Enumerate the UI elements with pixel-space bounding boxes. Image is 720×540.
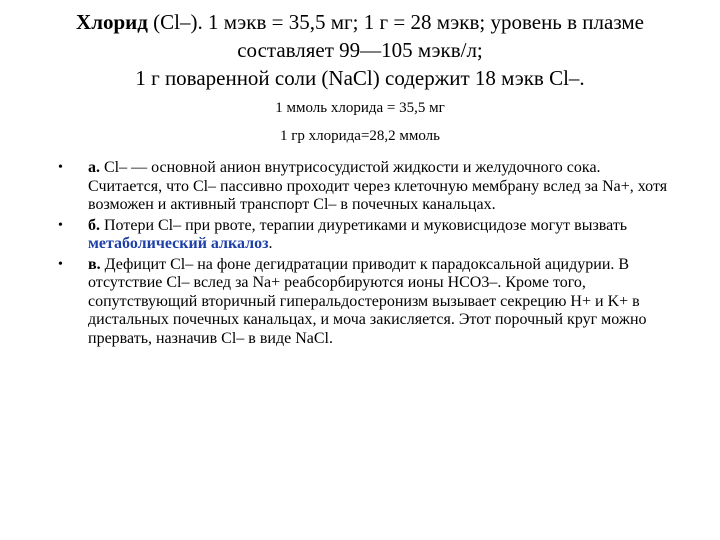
- item-letter: а.: [88, 159, 100, 176]
- list-item: [58, 217, 668, 254]
- bullet-marker: •: [58, 160, 63, 175]
- title-line-3: 1 г поваренной соли (NaCl) содержит 18 мэкв Cl–.: [135, 66, 585, 90]
- bullet-list: [58, 159, 668, 350]
- title-text: (Cl–). 1 мэкв = 35,5 мг; 1 г = 28 мэкв; уровень в плазме составляет 99—105 мэкв/л;: [147, 10, 644, 62]
- slide-title: [40, 8, 680, 92]
- title-bold-word: Хлорид: [76, 10, 148, 34]
- item-text-end: .: [268, 235, 273, 252]
- bullet-marker: •: [58, 256, 63, 272]
- conversion-line-1: 1 ммоль хлорида = 35,5 мг: [275, 100, 445, 116]
- conversion-line-2: 1 гр хлорида=28,2 ммоль: [279, 128, 441, 144]
- bullet-marker: •: [58, 217, 63, 233]
- item-text: Потери Cl– при рвоте, терапии диуретиками и муковисцидозе могут вызвать: [100, 216, 628, 234]
- item-letter: б.: [88, 216, 100, 234]
- metabolic-alkalosis-link[interactable]: метаболический алкалоз: [88, 235, 269, 252]
- item-text: Cl– — основной анион внутрисосудистой жидкости и желудочного сока. Считается, что Cl– пассивно проходит через клеточную мембрану вслед за Na+, хотя возможен и активный транспорт Cl– в почечных канальцах.: [88, 159, 668, 213]
- item-letter: в.: [88, 255, 101, 273]
- list-item: [58, 159, 668, 215]
- item-text: Дефицит Cl– на фоне дегидратации приводит к парадоксальной ацидурии. В отсутствие Cl– вслед за Na+ реабсорбируются ионы HCO3–. Кроме того, сопутствующий вторичный гиперальдостеронизм вызывает секрецию H+ и K+ в дистальных почечных канальцах, и моча закисляется. Этот порочный круг можно прервать, назначив Cl– в виде NaCl.: [88, 255, 647, 347]
- list-item: [58, 256, 668, 349]
